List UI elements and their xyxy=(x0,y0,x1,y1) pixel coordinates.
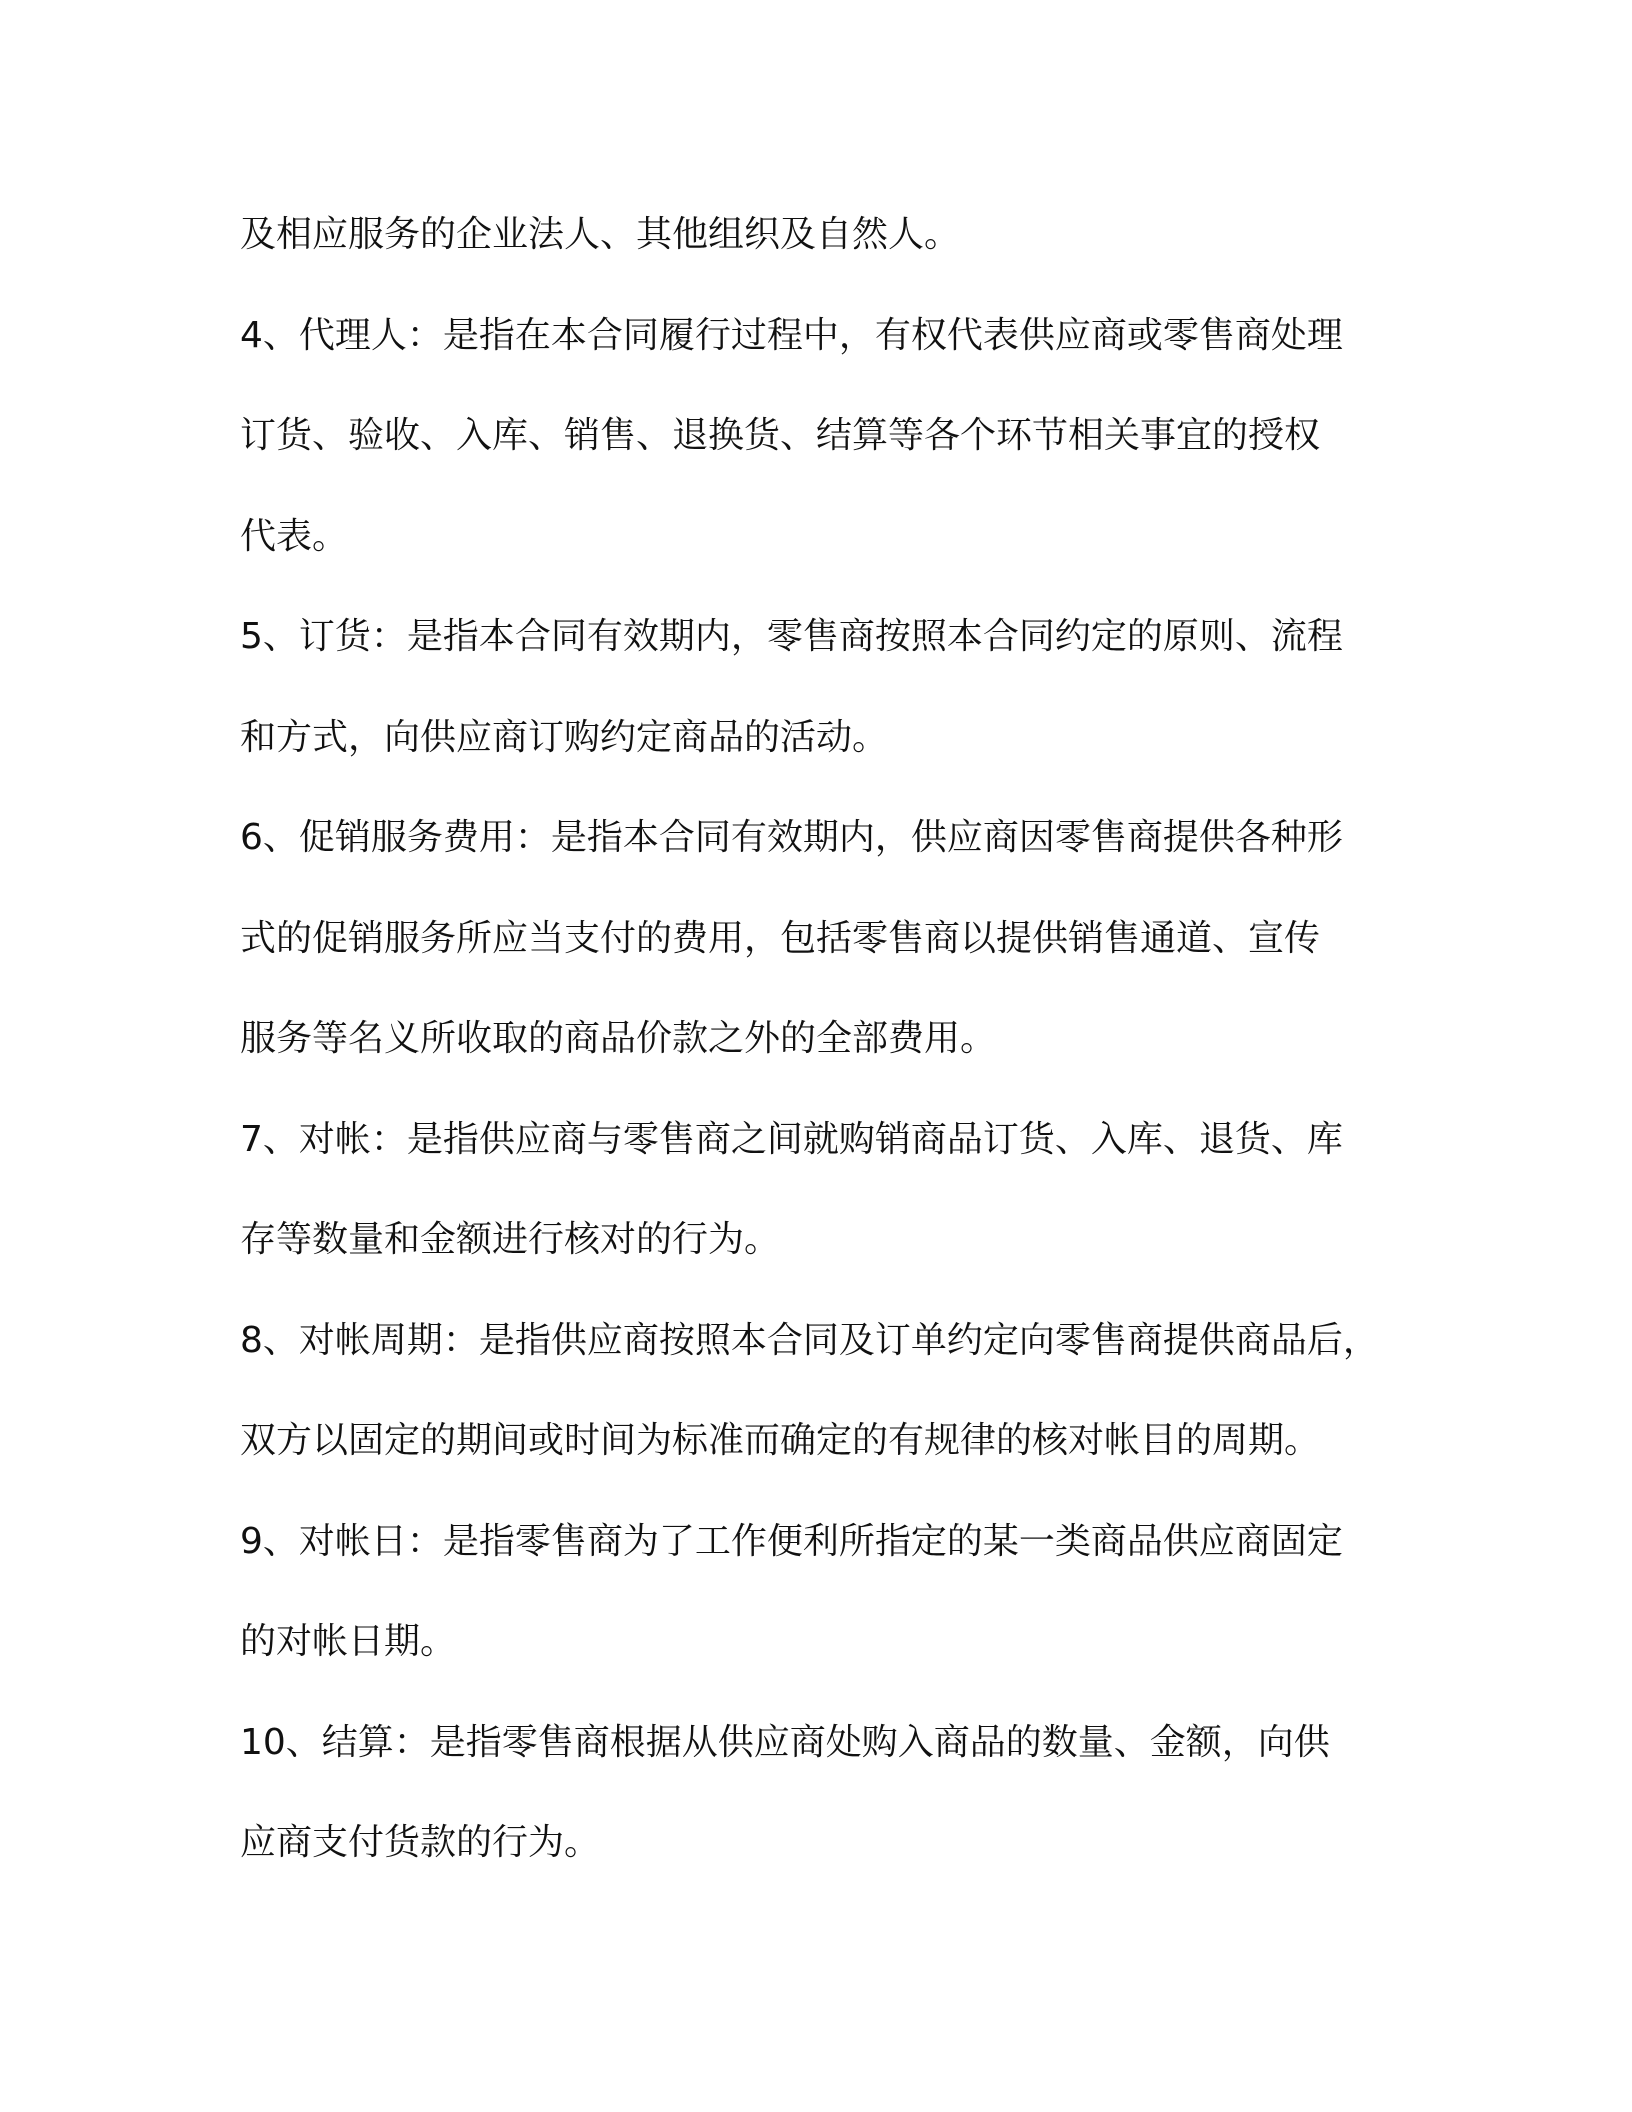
text-line: 存等数量和金额进行核对的行为。 xyxy=(240,1219,781,1260)
text-line: 双方以固定的期间或时间为标准而确定的有规律的核对帐目的周期。 xyxy=(240,1420,1321,1461)
document-body xyxy=(240,185,1400,1894)
text-line: 9、对帐日：是指零售商为了工作便利所指定的某一类商品供应商固定 xyxy=(240,1520,1343,1562)
text-line: 式的促销服务所应当支付的费用，包括零售商以提供销售通道、宣传 xyxy=(240,917,1321,959)
text-line: 4、代理人：是指在本合同履行过程中，有权代表供应商或零售商处理 xyxy=(240,314,1343,356)
text-line: 5、订货：是指本合同有效期内，零售商按照本合同约定的原则、流程 xyxy=(240,616,1343,657)
text-line: 的对帐日期。 xyxy=(240,1621,457,1662)
text-line: 代表。 xyxy=(240,515,349,557)
text-line: 6、促销服务费用：是指本合同有效期内，供应商因零售商提供各种形 xyxy=(240,817,1343,858)
text-line: 和方式，向供应商订购约定商品的活动。 xyxy=(240,716,889,758)
text-line: 应商支付货款的行为。 xyxy=(240,1822,601,1863)
text-line: 及相应服务的企业法人、其他组织及自然人。 xyxy=(240,214,961,255)
text-line: 7、对帐：是指供应商与零售商之间就购销商品订货、入库、退货、库 xyxy=(240,1118,1343,1160)
text-line: 订货、验收、入库、销售、退换货、结算等各个环节相关事宜的授权 xyxy=(240,415,1321,456)
text-line: 10、结算：是指零售商根据从供应商处购入商品的数量、金额，向供 xyxy=(240,1721,1330,1763)
text-line: 服务等名义所收取的商品价款之外的全部费用。 xyxy=(240,1018,997,1059)
text-line: 8、对帐周期：是指供应商按照本合同及订单约定向零售商提供商品后， xyxy=(240,1319,1379,1361)
